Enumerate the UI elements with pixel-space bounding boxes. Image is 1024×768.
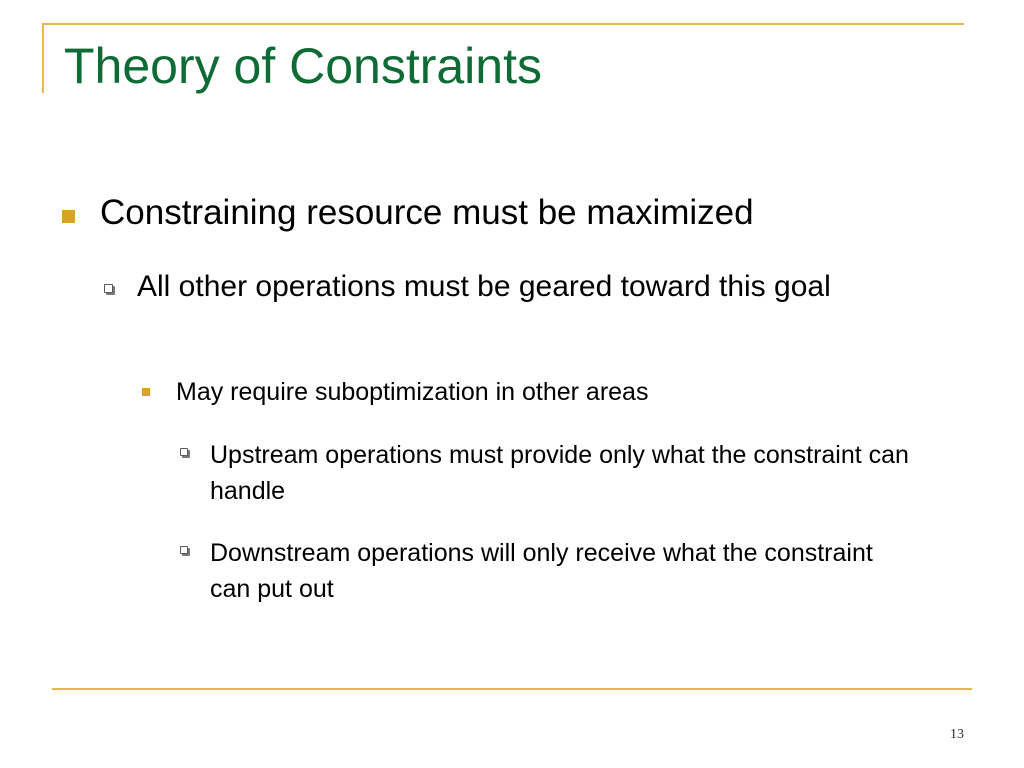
slide-title: Theory of Constraints bbox=[64, 38, 542, 94]
hollow-box-bullet-icon bbox=[180, 448, 188, 456]
filled-square-bullet-icon bbox=[142, 388, 150, 396]
bullet-level-4-text: Upstream operations must provide only what the constraint can handle bbox=[210, 441, 909, 506]
bullet-level-2-text: All other operations must be geared toward this goal bbox=[137, 270, 831, 303]
bullet-level-4-upstream bbox=[180, 437, 920, 510]
bullet-level-1-text: Constraining resource must be maximized bbox=[100, 193, 754, 232]
hollow-box-bullet-icon bbox=[180, 546, 188, 554]
hollow-box-bullet-icon bbox=[104, 284, 113, 293]
bullet-level-4-downstream bbox=[180, 535, 920, 608]
page-number: 13 bbox=[950, 727, 964, 742]
left-accent-rule bbox=[42, 23, 44, 93]
bullet-level-3-text: May require suboptimization in other areas bbox=[176, 378, 649, 406]
bullet-level-2 bbox=[104, 268, 924, 306]
filled-square-bullet-icon bbox=[62, 210, 75, 223]
bottom-accent-rule bbox=[52, 688, 972, 690]
bullet-level-3 bbox=[142, 377, 922, 408]
bullet-level-4-text: Downstream operations will only receive what the constraint can put out bbox=[210, 539, 873, 604]
top-accent-rule bbox=[42, 23, 964, 25]
bullet-level-1 bbox=[62, 192, 962, 234]
